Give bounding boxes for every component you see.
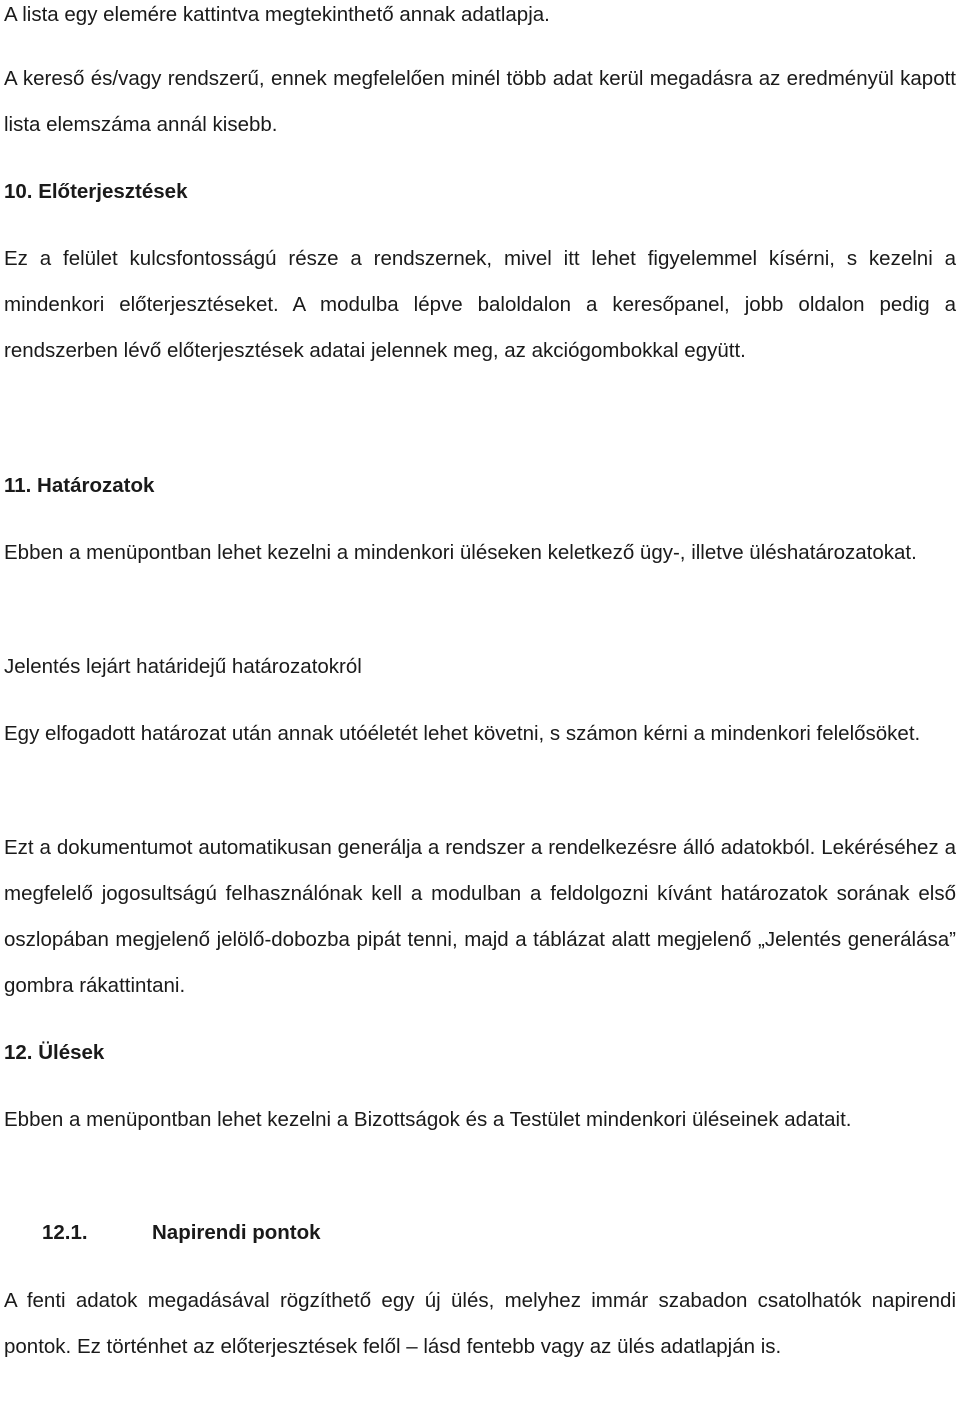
paragraph-hatarozatok: Ebben a menüpontban lehet kezelni a mindenkori üléseken keletkező ügy-, illetve üléshatározatokat. [4, 541, 917, 564]
subheading-number: 12.1. [42, 1221, 88, 1244]
paragraph-report-desc: Egy elfogadott határozat után annak utóéletét lehet követni, s számon kérni a mindenkori felelősöket. [4, 722, 921, 745]
paragraph-search-info: A kereső és/vagy rendszerű, ennek megfelelően minél több adat kerül megadásra az eredményül kapott lista elemszáma annál kisebb. [4, 67, 956, 136]
heading-ulesek: 12. Ülések [4, 1041, 105, 1064]
paragraph-napirendi-pontok: A fenti adatok megadásával rögzíthető egy új ülés, melyhez immár szabadon csatolhatók napirendi pontok. Ez történhet az előterjesztések felől – lásd fentebb vagy az ülés adatlapján is. [4, 1289, 956, 1358]
heading-hatarozatok: 11. Határozatok [4, 474, 155, 497]
paragraph-report-generation: Ezt a dokumentumot automatikusan generálja a rendszer a rendelkezésre álló adatokból. Lekéréséhez a megfelelő jogosultságú felhasználónak kell a modulban a feldolgozni kívánt határozatok sorának első oszlopában megjelenő jelölő-dobozba pipát tenni, majd a táblázat alatt megjelenő „Jelentés generálása” gombra rákattintani. [4, 836, 956, 997]
paragraph-report-title: Jelentés lejárt határidejű határozatokról [4, 655, 362, 678]
subheading-title: Napirendi pontok [152, 1221, 321, 1244]
paragraph-ulesek: Ebben a menüpontban lehet kezelni a Bizottságok és a Testület mindenkori üléseinek adatait. [4, 1108, 852, 1131]
paragraph-eloterjesztesek: Ez a felület kulcsfontosságú része a rendszernek, mivel itt lehet figyelemmel kísérni, s kezelni a mindenkori előterjesztéseket. A modulba lépve baloldalon a keresőpanel, jobb oldalon pedig a rendszerben lévő előterjesztések adatai jelennek meg, az akciógombokkal együtt. [4, 247, 956, 362]
heading-eloterjesztesek: 10. Előterjesztések [4, 180, 188, 203]
paragraph-list-item-info: A lista egy elemére kattintva megtekinthető annak adatlapja. [4, 3, 550, 26]
heading-napirendi-pontok [42, 1210, 321, 1256]
